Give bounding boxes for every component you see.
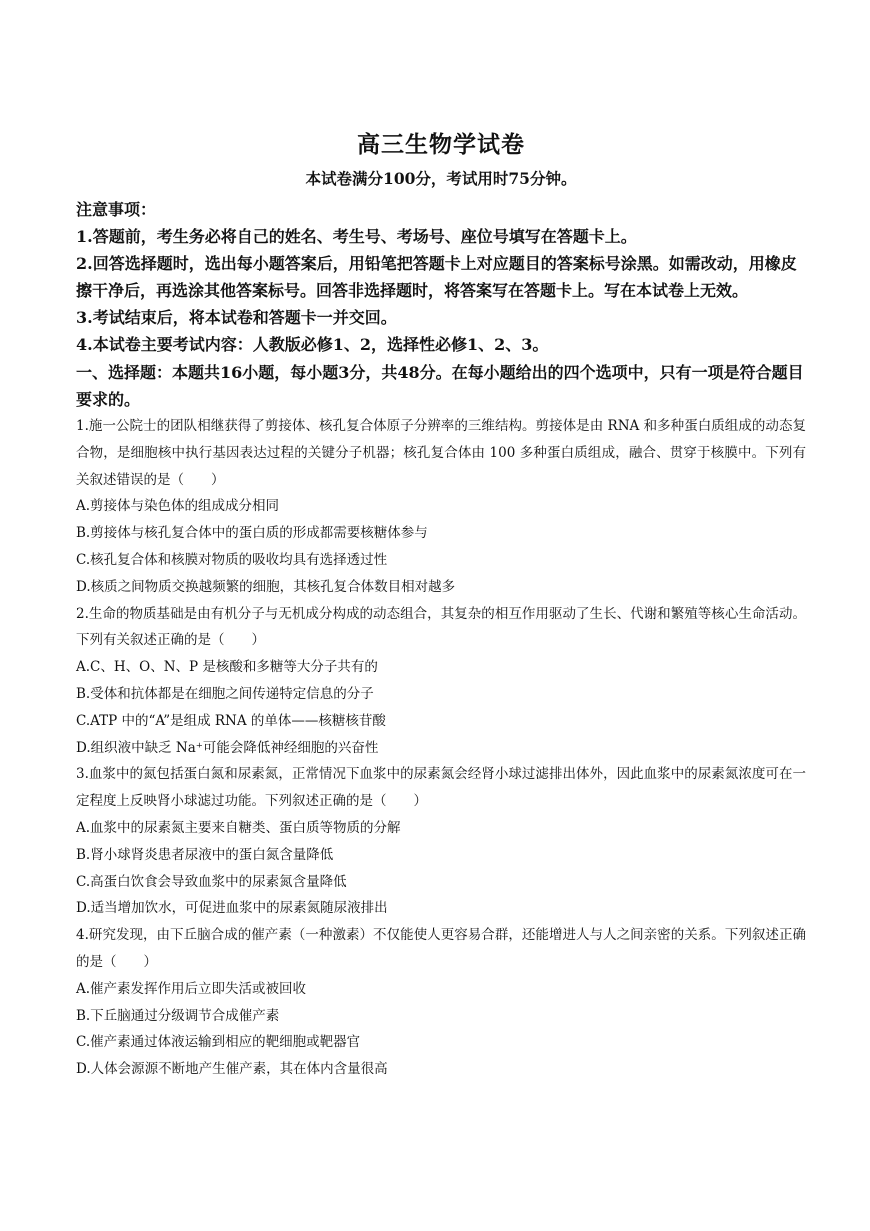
question-stem: 1.施一公院士的团队相继获得了剪接体、核孔复合体原子分辨率的三维结构。剪接体是由 RNA 和多种蛋白质组成的动态复合物，是细胞核中执行基因表达过程的关键分子机器；核孔复合体由 100 多种蛋白质组成，融合、贯穿于核膜中。下列有关叙述错误的是（ ） [76,418,806,488]
notice-item: 4.本试卷主要考试内容：人教版必修1、2，选择性必修1、2、3。 [76,335,549,354]
question-4 [76,922,806,1083]
question-stem: 4.研究发现，由下丘脑合成的催产素（一种激素）不仅能使人更容易合群，还能增进人与人之间亲密的关系。下列叙述正确的是（ ） [76,927,806,970]
question-stem: 2.生命的物质基础是由有机分子与无机成分构成的动态组合，其复杂的相互作用驱动了生长、代谢和繁殖等核心生命活动。下列有关叙述正确的是（ ） [76,605,806,649]
option-d: D.人体会源源不断地产生催产素，其在体内含量很高 [76,1061,388,1078]
option-b: B.受体和抗体都是在细胞之间传递特定信息的分子 [76,685,374,702]
option-a: A.剪接体与染色体的组成成分相同 [76,498,280,515]
option-a: A.催产素发挥作用后立即失活或被回收 [76,980,307,997]
option-d: D.核质之间物质交换越频繁的细胞，其核孔复合体数目相对越多 [76,578,456,595]
option-d: D.适当增加饮水，可促进血浆中的尿素氮随尿液排出 [76,900,388,917]
option-a: A.C、H、O、N、P 是核酸和多糖等大分子共有的 [76,659,378,676]
section-heading: 一、选择题：本题共16小题，每小题3分，共48分。在每小题给出的四个选项中，只有一项是符合题目要求的。 [76,363,804,409]
question-stem: 3.血浆中的氮包括蛋白氮和尿素氮，正常情况下血浆中的尿素氮会经肾小球过滤排出体外，因此血浆中的尿素氮浓度可在一定程度上反映肾小球滤过功能。下列叙述正确的是（ ） [76,766,806,810]
notice-heading: 注意事项： [76,200,157,219]
notice-item: 2.回答选择题时，选出每小题答案后，用铅笔把答题卡上对应题目的答案标号涂黑。如需改动，用橡皮擦干净后，再选涂其他答案标号。回答非选择题时，将答案写在答题卡上。写在本试卷上无效。 [76,254,797,300]
option-a: A.血浆中的尿素氮主要来自糖类、蛋白质等物质的分解 [76,819,401,836]
option-c: C.催产素通过体液运输到相应的靶细胞或靶器官 [76,1034,361,1051]
option-c: C.核孔复合体和核膜对物质的吸收均具有选择透过性 [76,551,388,568]
exam-title: 高三生物学试卷 [357,132,525,158]
option-c: C.ATP 中的“A”是组成 RNA 的单体——核糖核苷酸 [76,712,386,729]
option-c: C.高蛋白饮食会导致血浆中的尿素氮含量降低 [76,873,347,890]
option-b: B.下丘脑通过分级调节合成催产素 [76,1007,280,1024]
notice-item: 1.答题前，考生务必将自己的姓名、考生号、考场号、座位号填写在答题卡上。 [76,227,637,246]
question-2 [76,601,806,762]
notice-section [76,196,806,358]
option-b: B.剪接体与核孔复合体中的蛋白质的形成都需要核糖体参与 [76,525,428,542]
option-d: D.组织液中缺乏 Na⁺可能会降低神经细胞的兴奋性 [76,739,379,756]
exam-subtitle: 本试卷满分100分，考试用时75分钟。 [305,169,577,188]
notice-item: 3.考试结束后，将本试卷和答题卡一并交回。 [76,308,397,327]
question-3 [76,761,806,922]
option-b: B.肾小球肾炎患者尿液中的蛋白氮含量降低 [76,846,334,863]
question-1 [76,413,806,601]
